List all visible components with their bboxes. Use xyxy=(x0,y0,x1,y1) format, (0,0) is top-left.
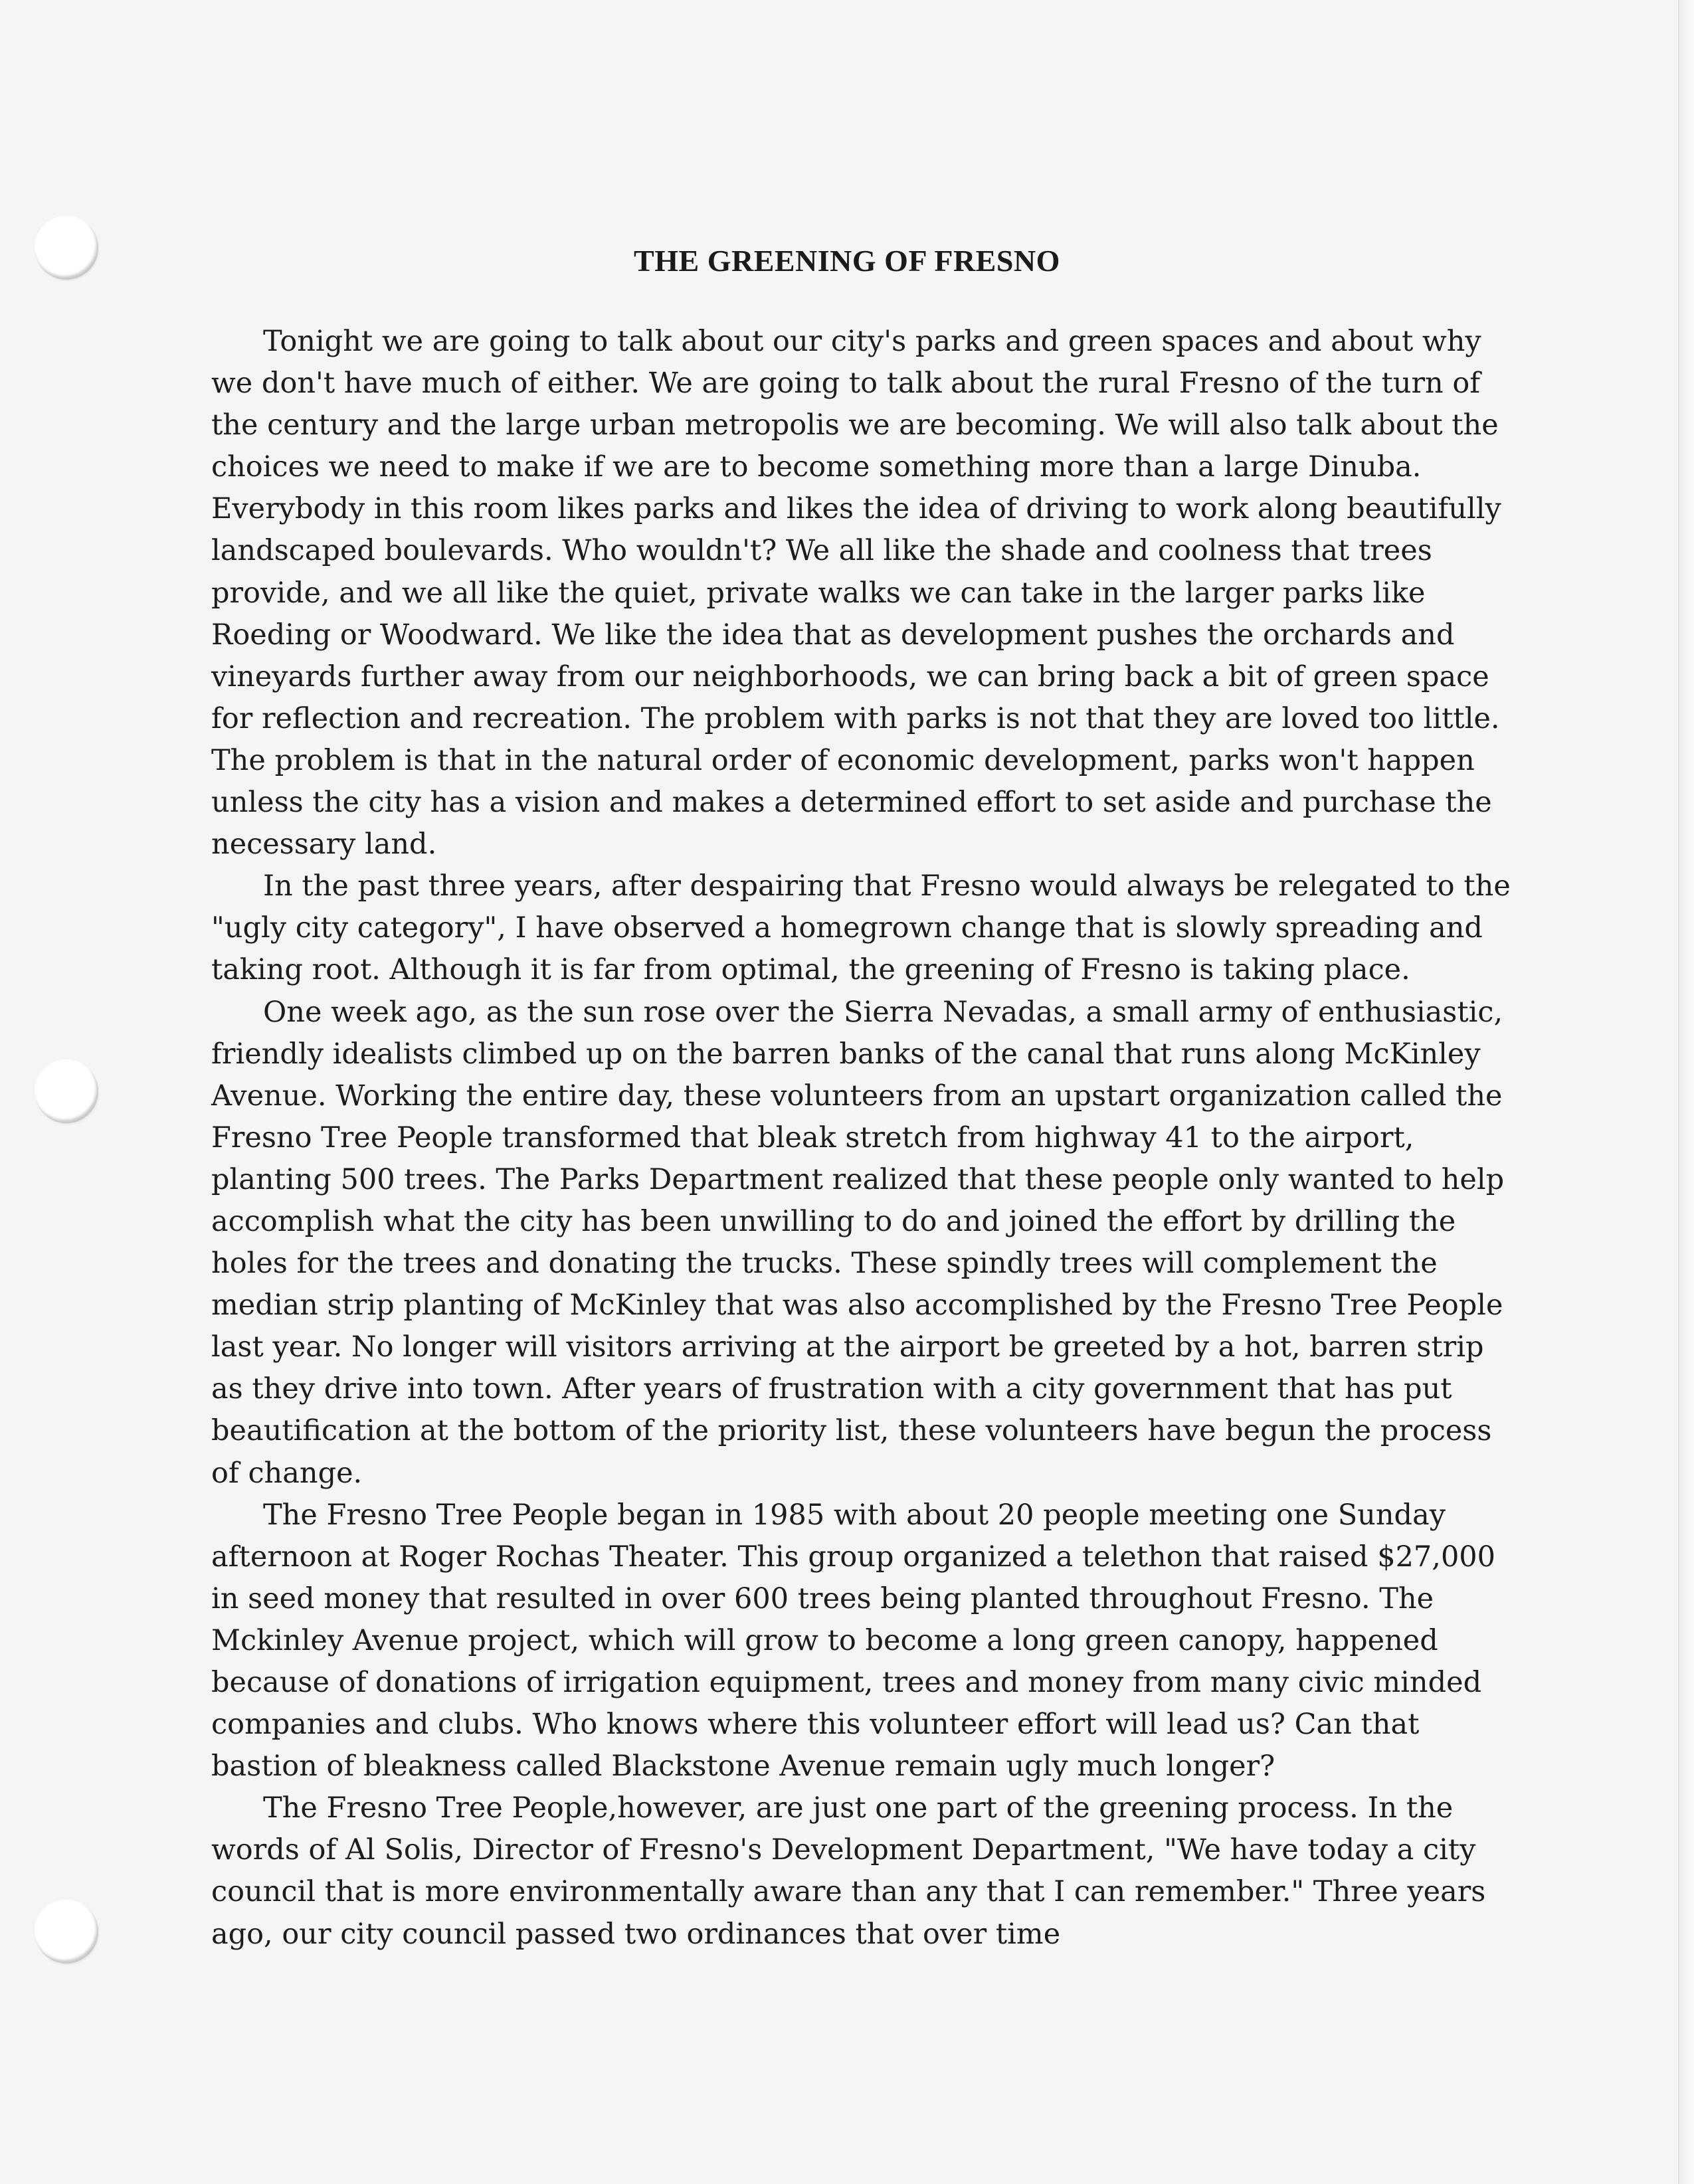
document-body xyxy=(211,321,1515,1956)
document-title: THE GREENING OF FRESNO xyxy=(634,244,1060,278)
punch-hole xyxy=(35,1059,98,1123)
paragraph: Tonight we are going to talk about our city's parks and green spaces and about why we don't have much of either. We are going to talk about the rural Fresno of the turn of the century and the large urban metropolis we are becoming. We will also talk about the choices we need to make if we are to become something more than a large Dinuba. Everybody in this room likes parks and likes the idea of driving to work along beautifully landscaped boulevards. Who wouldn't? We all like the shade and coolness that trees provide, and we all like the quiet, private walks we can take in the larger parks like Roeding or Woodward. We like the idea that as development pushes the orchards and vineyards further away from our neighborhoods, we can bring back a bit of green space for reflection and recreation. The problem with parks is not that they are loved too little. The problem is that in the natural order of economic development, parks won't happen unless the city has a vision and makes a determined effort to set aside and purchase the necessary land. xyxy=(211,325,1501,862)
paragraph: In the past three years, after despairing that Fresno would always be relegated to the "ugly city category", I have observed a homegrown change that is slowly spreading and taking root. Although it is far from optimal, the greening of Fresno is taking place. xyxy=(211,869,1511,987)
paragraph: The Fresno Tree People,however, are just one part of the greening process. In the words of Al Solis, Director of Fresno's Development Department, "We have today a city council that is more environmentally aware than any that I can remember." Three years ago, our city council passed two ordinances that over time xyxy=(211,1791,1486,1951)
paragraph: One week ago, as the sun rose over the Sierra Nevadas, a small army of enthusiastic, friendly idealists climbed up on the barren banks of the canal that runs along McKinley Avenue. Working the entire day, these volunteers from an upstart organization called the Fresno Tree People transformed that bleak stretch from highway 41 to the airport, planting 500 trees. The Parks Department realized that these people only wanted to help accomplish what the city has been unwilling to do and joined the effort by drilling the holes for the trees and donating the trucks. These spindly trees will complement the median strip planting of McKinley that was also accomplished by the Fresno Tree People last year. No longer will visitors arriving at the airport be greeted by a hot, barren strip as they drive into town. After years of frustration with a city government that has put beautification at the bottom of the priority list, these volunteers have begun the process of change. xyxy=(211,995,1505,1490)
paragraph: The Fresno Tree People began in 1985 with about 20 people meeting one Sunday afternoon at Roger Rochas Theater. This group organized a telethon that raised $27,000 in seed money that resulted in over 600 trees being planted throughout Fresno. The Mckinley Avenue project, which will grow to become a long green canopy, happened because of donations of irrigation equipment, trees and money from many civic minded companies and clubs. Who knows where this volunteer effort will lead us? Can that bastion of bleakness called Blackstone Avenue remain ugly much longer? xyxy=(211,1498,1496,1783)
page-edge xyxy=(1678,0,1694,2184)
punch-hole xyxy=(35,1900,98,1963)
